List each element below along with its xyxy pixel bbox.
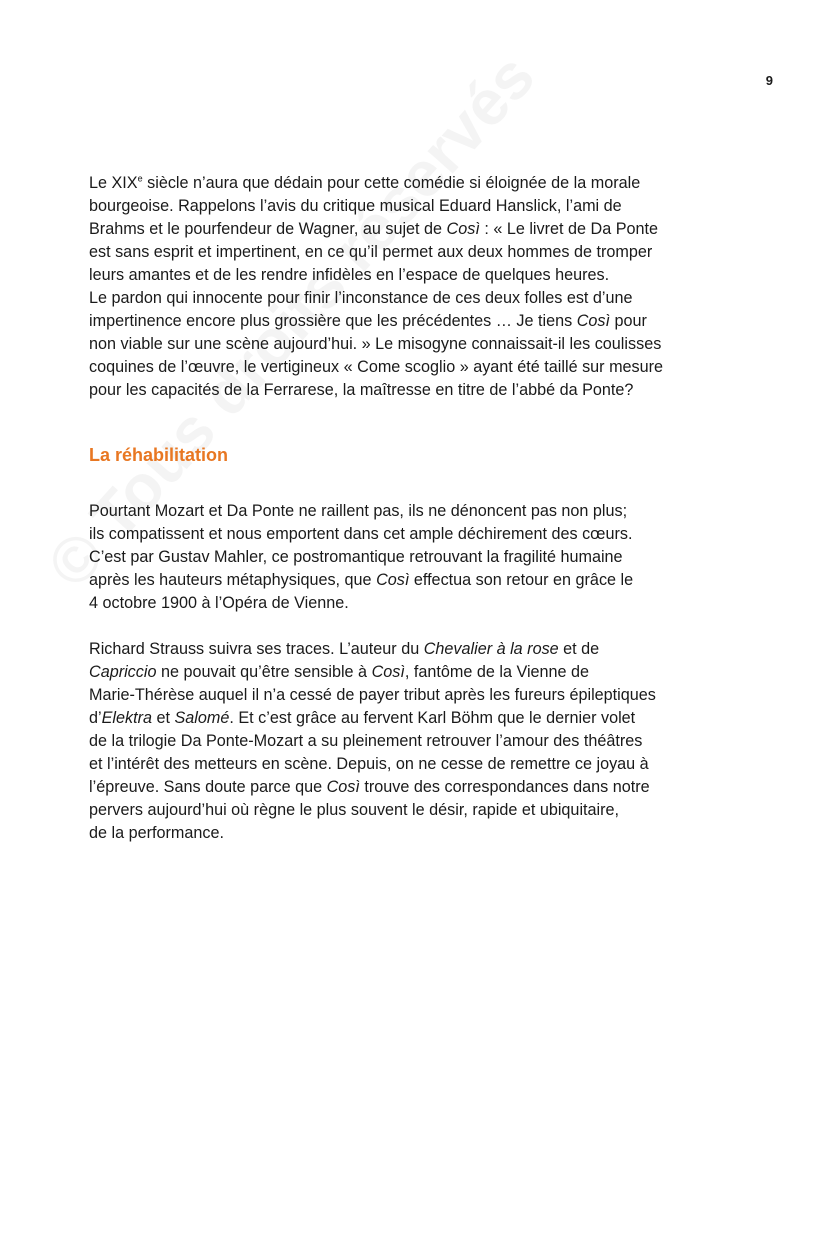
text-line: pour les capacités de la Ferrarese, la maîtresse en titre de l’abbé da Ponte?: [89, 381, 634, 399]
text-line: 4 octobre 1900 à l’Opéra de Vienne.: [89, 594, 349, 612]
text-line: Capriccio ne pouvait qu’être sensible à Così, fantôme de la Vienne de: [89, 663, 590, 681]
text-line: de la trilogie Da Ponte-Mozart a su pleinement retrouver l’amour des théâtres: [89, 732, 643, 750]
title-cosi: Così: [371, 663, 405, 681]
title-chevalier: Chevalier à la rose: [423, 640, 559, 658]
text-line: pervers aujourd’hui où règne le plus souvent le désir, rapide et ubiquitaire,: [89, 801, 620, 819]
paragraph-intro: [89, 172, 749, 402]
section-header: [89, 444, 749, 467]
text-line: d’Elektra et Salomé. Et c’est grâce au fervent Karl Böhm que le dernier volet: [89, 709, 636, 727]
text-line: leurs amantes et de les rendre infidèles en l’espace de quelques heures.: [89, 266, 610, 284]
text-line: Richard Strauss suivra ses traces. L’auteur du Chevalier à la rose et de: [89, 640, 600, 658]
text-line: non viable sur une scène aujourd’hui. » Le misogyne connaissait-il les coulisses: [89, 335, 662, 353]
text-line: Le pardon qui innocente pour finir l’inconstance de ces deux folles est d’une: [89, 289, 633, 307]
text-line: ils compatissent et nous emportent dans cet ample déchirement des cœurs.: [89, 525, 633, 543]
title-cosi: Così: [446, 220, 480, 238]
text-line: Brahms et le pourfendeur de Wagner, au sujet de Così : « Le livret de Da Ponte: [89, 220, 659, 238]
title-elektra: Elektra: [101, 709, 152, 727]
title-cosi: Così: [576, 312, 610, 330]
paragraph-strauss: [89, 638, 749, 845]
text-line: est sans esprit et impertinent, en ce qu’il permet aux deux hommes de tromper: [89, 243, 653, 261]
text-line: après les hauteurs métaphysiques, que Così effectua son retour en grâce le: [89, 571, 634, 589]
text-line: Le XIXe siècle n’aura que dédain pour cette comédie si éloignée de la morale: [89, 173, 641, 192]
text-line: bourgeoise. Rappelons l’avis du critique musical Eduard Hanslick, l’ami de: [89, 197, 622, 215]
text-line: impertinence encore plus grossière que les précédentes … Je tiens Così pour: [89, 312, 647, 330]
text-line: de la performance.: [89, 824, 224, 842]
text-line: Marie-Thérèse auquel il n’a cessé de payer tribut après les fureurs épileptiques: [89, 686, 656, 704]
title-capriccio: Capriccio: [89, 663, 157, 681]
text-line: coquines de l’œuvre, le vertigineux « Come scoglio » ayant été taillé sur mesure: [89, 358, 664, 376]
superscript: e: [137, 173, 143, 184]
document-body: [89, 172, 749, 845]
title-salome: Salomé: [174, 709, 230, 727]
text-line: Pourtant Mozart et Da Ponte ne raillent pas, ils ne dénoncent pas non plus;: [89, 502, 628, 520]
text-line: C’est par Gustav Mahler, ce postromantique retrouvant la fragilité humaine: [89, 548, 623, 566]
page-number: 9: [765, 73, 773, 88]
title-cosi: Così: [376, 571, 410, 589]
text-line: et l’intérêt des metteurs en scène. Depuis, on ne cesse de remettre ce joyau à: [89, 755, 649, 773]
text-line: l’épreuve. Sans doute parce que Così trouve des correspondances dans notre: [89, 778, 650, 796]
section-heading: La réhabilitation: [89, 445, 229, 465]
title-cosi: Così: [326, 778, 360, 796]
paragraph-mahler: [89, 500, 749, 615]
